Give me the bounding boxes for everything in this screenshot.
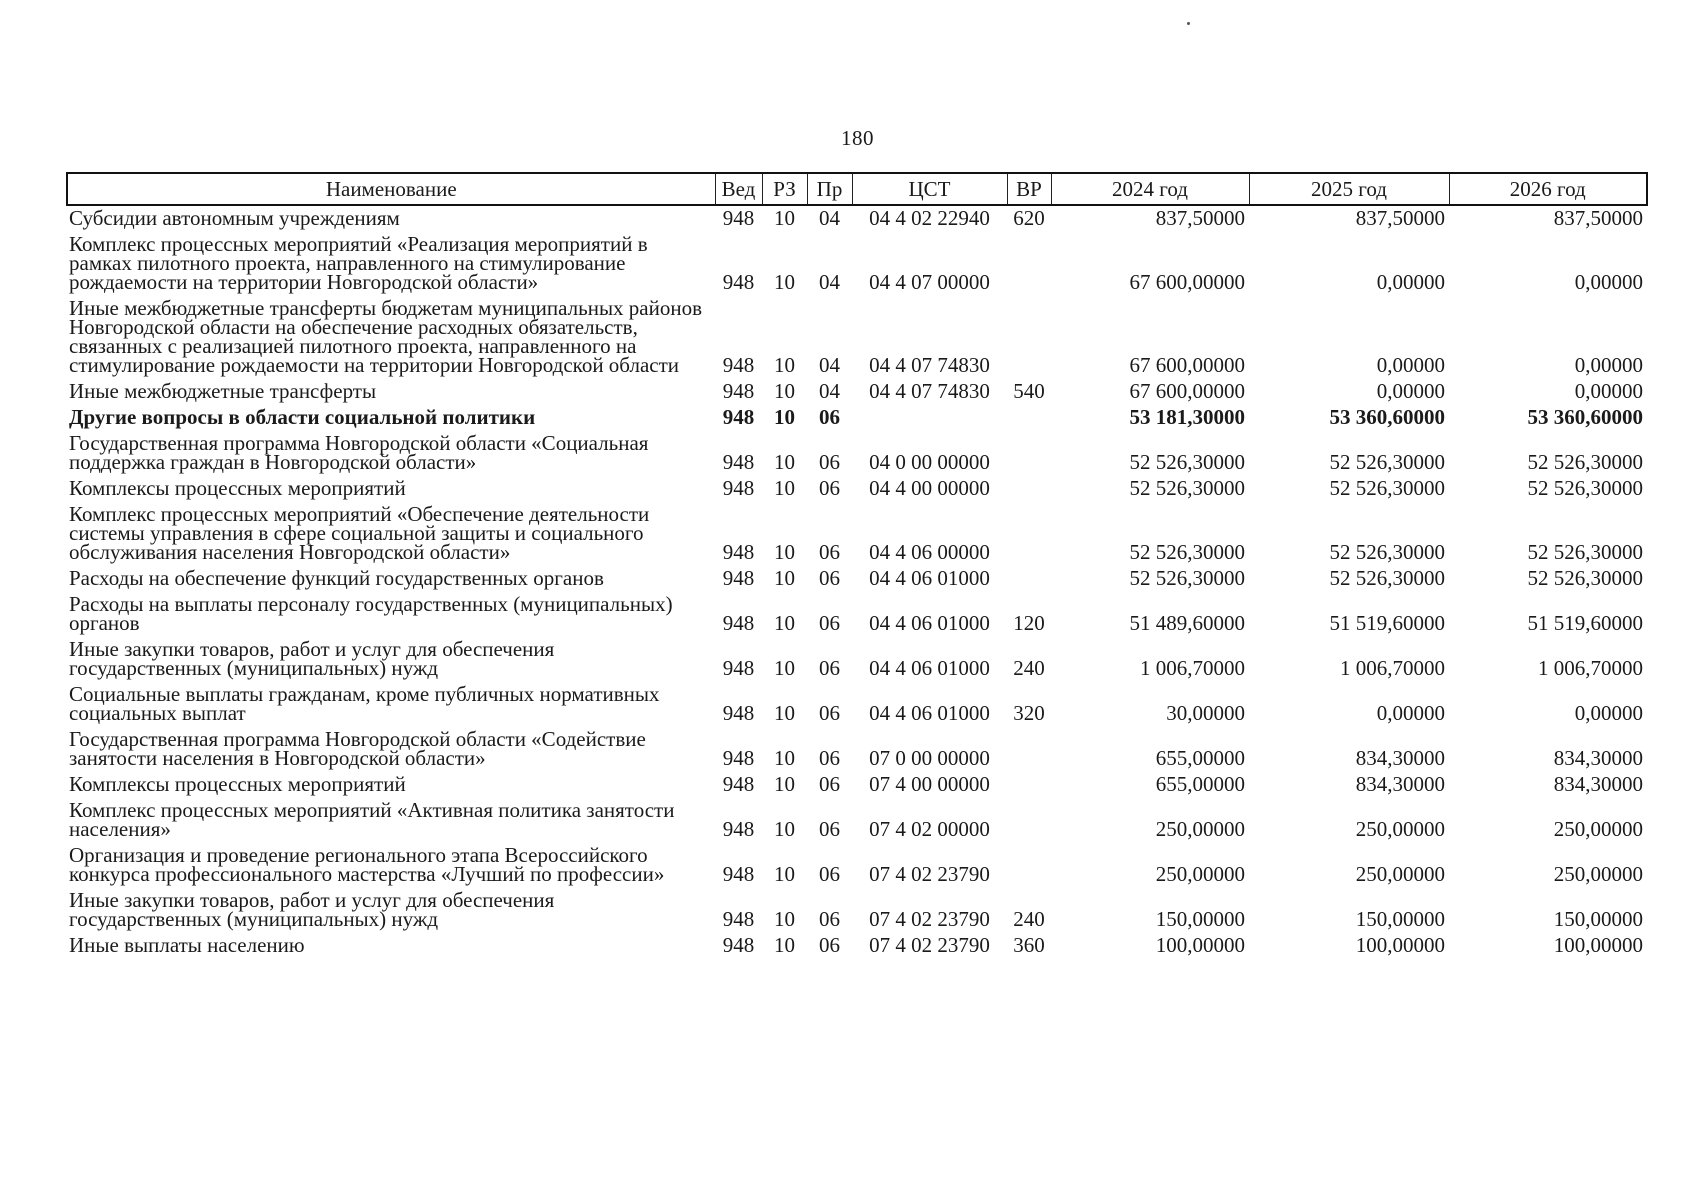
rz-cell: 10 [774,656,795,680]
ved-cell: 948 [722,540,755,564]
amount-2026-cell: 51 519,60000 [1527,611,1643,635]
pr-cell: 06 [819,746,840,770]
pr-cell: 06 [819,862,840,886]
amount-2024-cell: 250,00000 [1155,817,1245,841]
vr-cell: 240 [1013,907,1045,931]
name-cell: Расходы на выплаты персоналу государственных (муниципальных) органов [69,592,673,635]
amount-2024-cell: 250,00000 [1155,862,1245,886]
name-cell: Комплексы процессных мероприятий [69,476,406,500]
amount-2024-cell: 67 600,00000 [1129,353,1245,377]
name-cell: Социальные выплаты гражданам, кроме публичных нормативных социальных выплат [69,682,660,725]
cst-cell: 07 4 02 23790 [869,907,990,931]
vr-cell: 620 [1013,206,1045,230]
cst-cell: 07 4 00 00000 [869,772,990,796]
amount-2024-cell: 52 526,30000 [1129,450,1245,474]
name-cell: Государственная программа Новгородской области «Социальная поддержка граждан в Новгородской области» [69,431,649,474]
scan-speck [1187,22,1190,25]
ved-cell: 948 [722,379,755,403]
pr-cell: 06 [819,933,840,957]
table-row [67,727,1647,772]
table-row [67,637,1647,682]
amount-2026-cell: 837,50000 [1553,206,1643,230]
amount-2026-cell: 52 526,30000 [1527,566,1643,590]
amount-2026-cell: 0,00000 [1574,353,1643,377]
amount-2025-cell: 250,00000 [1355,862,1445,886]
header-2026: 2026 год [1449,173,1647,205]
header-rz: РЗ [762,173,807,205]
name-cell: Иные выплаты населению [69,933,305,957]
amount-2025-cell: 150,00000 [1355,907,1445,931]
ved-cell: 948 [722,817,755,841]
header-pr: Пр [807,173,852,205]
table-body [67,205,1647,959]
amount-2026-cell: 52 526,30000 [1527,450,1643,474]
vr-cell [1007,772,1051,798]
ved-cell: 948 [722,701,755,725]
name-cell: Государственная программа Новгородской области «Содействие занятости населения в Новгородской области» [69,727,646,770]
amount-2024-cell: 655,00000 [1155,772,1245,796]
amount-2025-cell: 52 526,30000 [1329,540,1445,564]
cst-cell: 04 4 06 01000 [869,656,990,680]
amount-2026-cell: 834,30000 [1553,772,1643,796]
table-row [67,405,1647,431]
amount-2024-cell: 67 600,00000 [1129,379,1245,403]
pr-cell: 04 [819,353,840,377]
cst-cell: 04 0 00 00000 [869,450,990,474]
cst-cell: 07 4 02 00000 [869,817,990,841]
table-row [67,888,1647,933]
name-cell: Организация и проведение регионального этапа Всероссийского конкурса профессионального мастерства «Лучший по профессии» [69,843,665,886]
amount-2025-cell: 0,00000 [1376,270,1445,294]
rz-cell: 10 [774,701,795,725]
ved-cell: 948 [722,476,755,500]
vr-cell [1007,566,1051,592]
ved-cell: 948 [722,746,755,770]
vr-cell: 240 [1013,656,1045,680]
table-row [67,682,1647,727]
table-row [67,566,1647,592]
amount-2026-cell: 52 526,30000 [1527,540,1643,564]
amount-2026-cell: 52 526,30000 [1527,476,1643,500]
rz-cell: 10 [774,566,795,590]
amount-2026-cell: 100,00000 [1553,933,1643,957]
cst-cell: 04 4 00 00000 [869,476,990,500]
vr-cell: 540 [1013,379,1045,403]
pr-cell: 06 [819,450,840,474]
name-cell: Комплекс процессных мероприятий «Обеспечение деятельности системы управления в сфере социальной защиты и социального обслуживания населения Новгородской области» [69,502,650,564]
cst-cell: 07 4 02 23790 [869,862,990,886]
vr-cell [1007,476,1051,502]
rz-cell: 10 [774,206,795,230]
pr-cell: 04 [819,270,840,294]
header-2024: 2024 год [1051,173,1249,205]
amount-2024-cell: 655,00000 [1155,746,1245,770]
table-row [67,379,1647,405]
header-2025: 2025 год [1249,173,1449,205]
amount-2025-cell: 0,00000 [1376,701,1445,725]
rz-cell: 10 [774,862,795,886]
rz-cell: 10 [774,270,795,294]
rz-cell: 10 [774,540,795,564]
rz-cell: 10 [774,450,795,474]
amount-2024-cell: 52 526,30000 [1129,476,1245,500]
amount-2024-cell: 67 600,00000 [1129,270,1245,294]
cst-cell: 07 4 02 23790 [869,933,990,957]
cst-cell: 04 4 06 01000 [869,566,990,590]
name-cell: Субсидии автономным учреждениям [69,206,400,230]
ved-cell: 948 [722,206,755,230]
amount-2024-cell: 52 526,30000 [1129,540,1245,564]
table-row [67,933,1647,959]
vr-cell [1007,727,1051,772]
table-row [67,843,1647,888]
amount-2024-cell: 51 489,60000 [1129,611,1245,635]
amount-2026-cell: 150,00000 [1553,907,1643,931]
ved-cell: 948 [722,772,755,796]
pr-cell: 06 [819,907,840,931]
table-row [67,502,1647,566]
name-cell: Иные межбюджетные трансферты [69,379,377,403]
table-row [67,476,1647,502]
amount-2024-cell: 52 526,30000 [1129,566,1245,590]
amount-2026-cell: 1 006,70000 [1538,656,1643,680]
table-row [67,232,1647,296]
cst-cell: 04 4 07 74830 [869,353,990,377]
table-row [67,798,1647,843]
budget-table [66,172,1648,959]
amount-2025-cell: 51 519,60000 [1329,611,1445,635]
amount-2026-cell: 53 360,60000 [1527,405,1643,429]
cst-cell: 04 4 06 01000 [869,611,990,635]
amount-2024-cell: 100,00000 [1155,933,1245,957]
page-number: 180 [841,126,874,150]
ved-cell: 948 [722,933,755,957]
pr-cell: 06 [819,772,840,796]
cst-cell: 04 4 07 74830 [869,379,990,403]
pr-cell: 04 [819,206,840,230]
table-header-row [67,173,1647,205]
amount-2025-cell: 52 526,30000 [1329,450,1445,474]
vr-cell [1007,843,1051,888]
vr-cell [1007,405,1051,431]
amount-2025-cell: 834,30000 [1355,746,1445,770]
table-row [67,205,1647,232]
rz-cell: 10 [774,817,795,841]
vr-cell [1007,232,1051,296]
vr-cell: 320 [1013,701,1045,725]
rz-cell: 10 [774,746,795,770]
amount-2025-cell: 52 526,30000 [1329,476,1445,500]
name-cell: Расходы на обеспечение функций государственных органов [69,566,604,590]
amount-2025-cell: 100,00000 [1355,933,1445,957]
rz-cell: 10 [774,907,795,931]
ved-cell: 948 [722,907,755,931]
table-row [67,772,1647,798]
pr-cell: 06 [819,405,840,429]
header-vr: ВР [1007,173,1051,205]
ved-cell: 948 [722,405,755,429]
name-cell: Комплексы процессных мероприятий [69,772,406,796]
ved-cell: 948 [722,353,755,377]
ved-cell: 948 [722,611,755,635]
name-cell: Иные межбюджетные трансферты бюджетам муниципальных районов Новгородской области на обеспечение расходных обязательств, связанных с реализацией пилотного проекта, направленного на стимулирование рождаемости на территории Новгородской области [69,296,703,377]
amount-2025-cell: 0,00000 [1376,379,1445,403]
name-cell: Иные закупки товаров, работ и услуг для обеспечения государственных (муниципальных) нужд [69,637,555,680]
vr-cell [1007,798,1051,843]
amount-2025-cell: 837,50000 [1355,206,1445,230]
vr-cell: 360 [1013,933,1045,957]
amount-2024-cell: 30,00000 [1166,701,1245,725]
table-row [67,296,1647,379]
ved-cell: 948 [722,862,755,886]
amount-2026-cell: 0,00000 [1574,379,1643,403]
cst-cell: 04 4 06 01000 [869,701,990,725]
pr-cell: 06 [819,566,840,590]
amount-2025-cell: 1 006,70000 [1340,656,1445,680]
table-row [67,431,1647,476]
pr-cell: 06 [819,656,840,680]
amount-2024-cell: 1 006,70000 [1140,656,1245,680]
name-cell: Комплекс процессных мероприятий «Реализация мероприятий в рамках пилотного проекта, направленного на стимулирование рождаемости на территории Новгородской области» [69,232,648,294]
pr-cell: 06 [819,701,840,725]
header-name: Наименование [67,173,715,205]
amount-2024-cell: 837,50000 [1155,206,1245,230]
ved-cell: 948 [722,566,755,590]
pr-cell: 04 [819,379,840,403]
name-cell: Комплекс процессных мероприятий «Активная политика занятости населения» [69,798,675,841]
ved-cell: 948 [722,656,755,680]
cst-cell: 04 4 06 00000 [869,540,990,564]
rz-cell: 10 [774,772,795,796]
cst-cell: 07 0 00 00000 [869,746,990,770]
amount-2026-cell: 834,30000 [1553,746,1643,770]
pr-cell: 06 [819,611,840,635]
cst-cell: 04 4 07 00000 [869,270,990,294]
header-ved: Вед [715,173,762,205]
amount-2025-cell: 52 526,30000 [1329,566,1445,590]
vr-cell [1007,431,1051,476]
rz-cell: 10 [774,476,795,500]
name-cell: Иные закупки товаров, работ и услуг для обеспечения государственных (муниципальных) нужд [69,888,555,931]
vr-cell [1007,502,1051,566]
pr-cell: 06 [819,540,840,564]
amount-2025-cell: 0,00000 [1376,353,1445,377]
amount-2025-cell: 250,00000 [1355,817,1445,841]
rz-cell: 10 [774,405,795,429]
ved-cell: 948 [722,450,755,474]
rz-cell: 10 [774,933,795,957]
table-row [67,592,1647,637]
header-cst: ЦСТ [852,173,1007,205]
amount-2025-cell: 834,30000 [1355,772,1445,796]
amount-2026-cell: 250,00000 [1553,817,1643,841]
pr-cell: 06 [819,476,840,500]
ved-cell: 948 [722,270,755,294]
amount-2024-cell: 53 181,30000 [1129,405,1245,429]
pr-cell: 06 [819,817,840,841]
rz-cell: 10 [774,611,795,635]
amount-2026-cell: 250,00000 [1553,862,1643,886]
vr-cell: 120 [1013,611,1045,635]
amount-2026-cell: 0,00000 [1574,701,1643,725]
name-cell: Другие вопросы в области социальной политики [69,405,536,429]
amount-2025-cell: 53 360,60000 [1329,405,1445,429]
cst-cell [852,405,1007,431]
cst-cell: 04 4 02 22940 [869,206,990,230]
rz-cell: 10 [774,353,795,377]
rz-cell: 10 [774,379,795,403]
amount-2024-cell: 150,00000 [1155,907,1245,931]
vr-cell [1007,296,1051,379]
amount-2026-cell: 0,00000 [1574,270,1643,294]
